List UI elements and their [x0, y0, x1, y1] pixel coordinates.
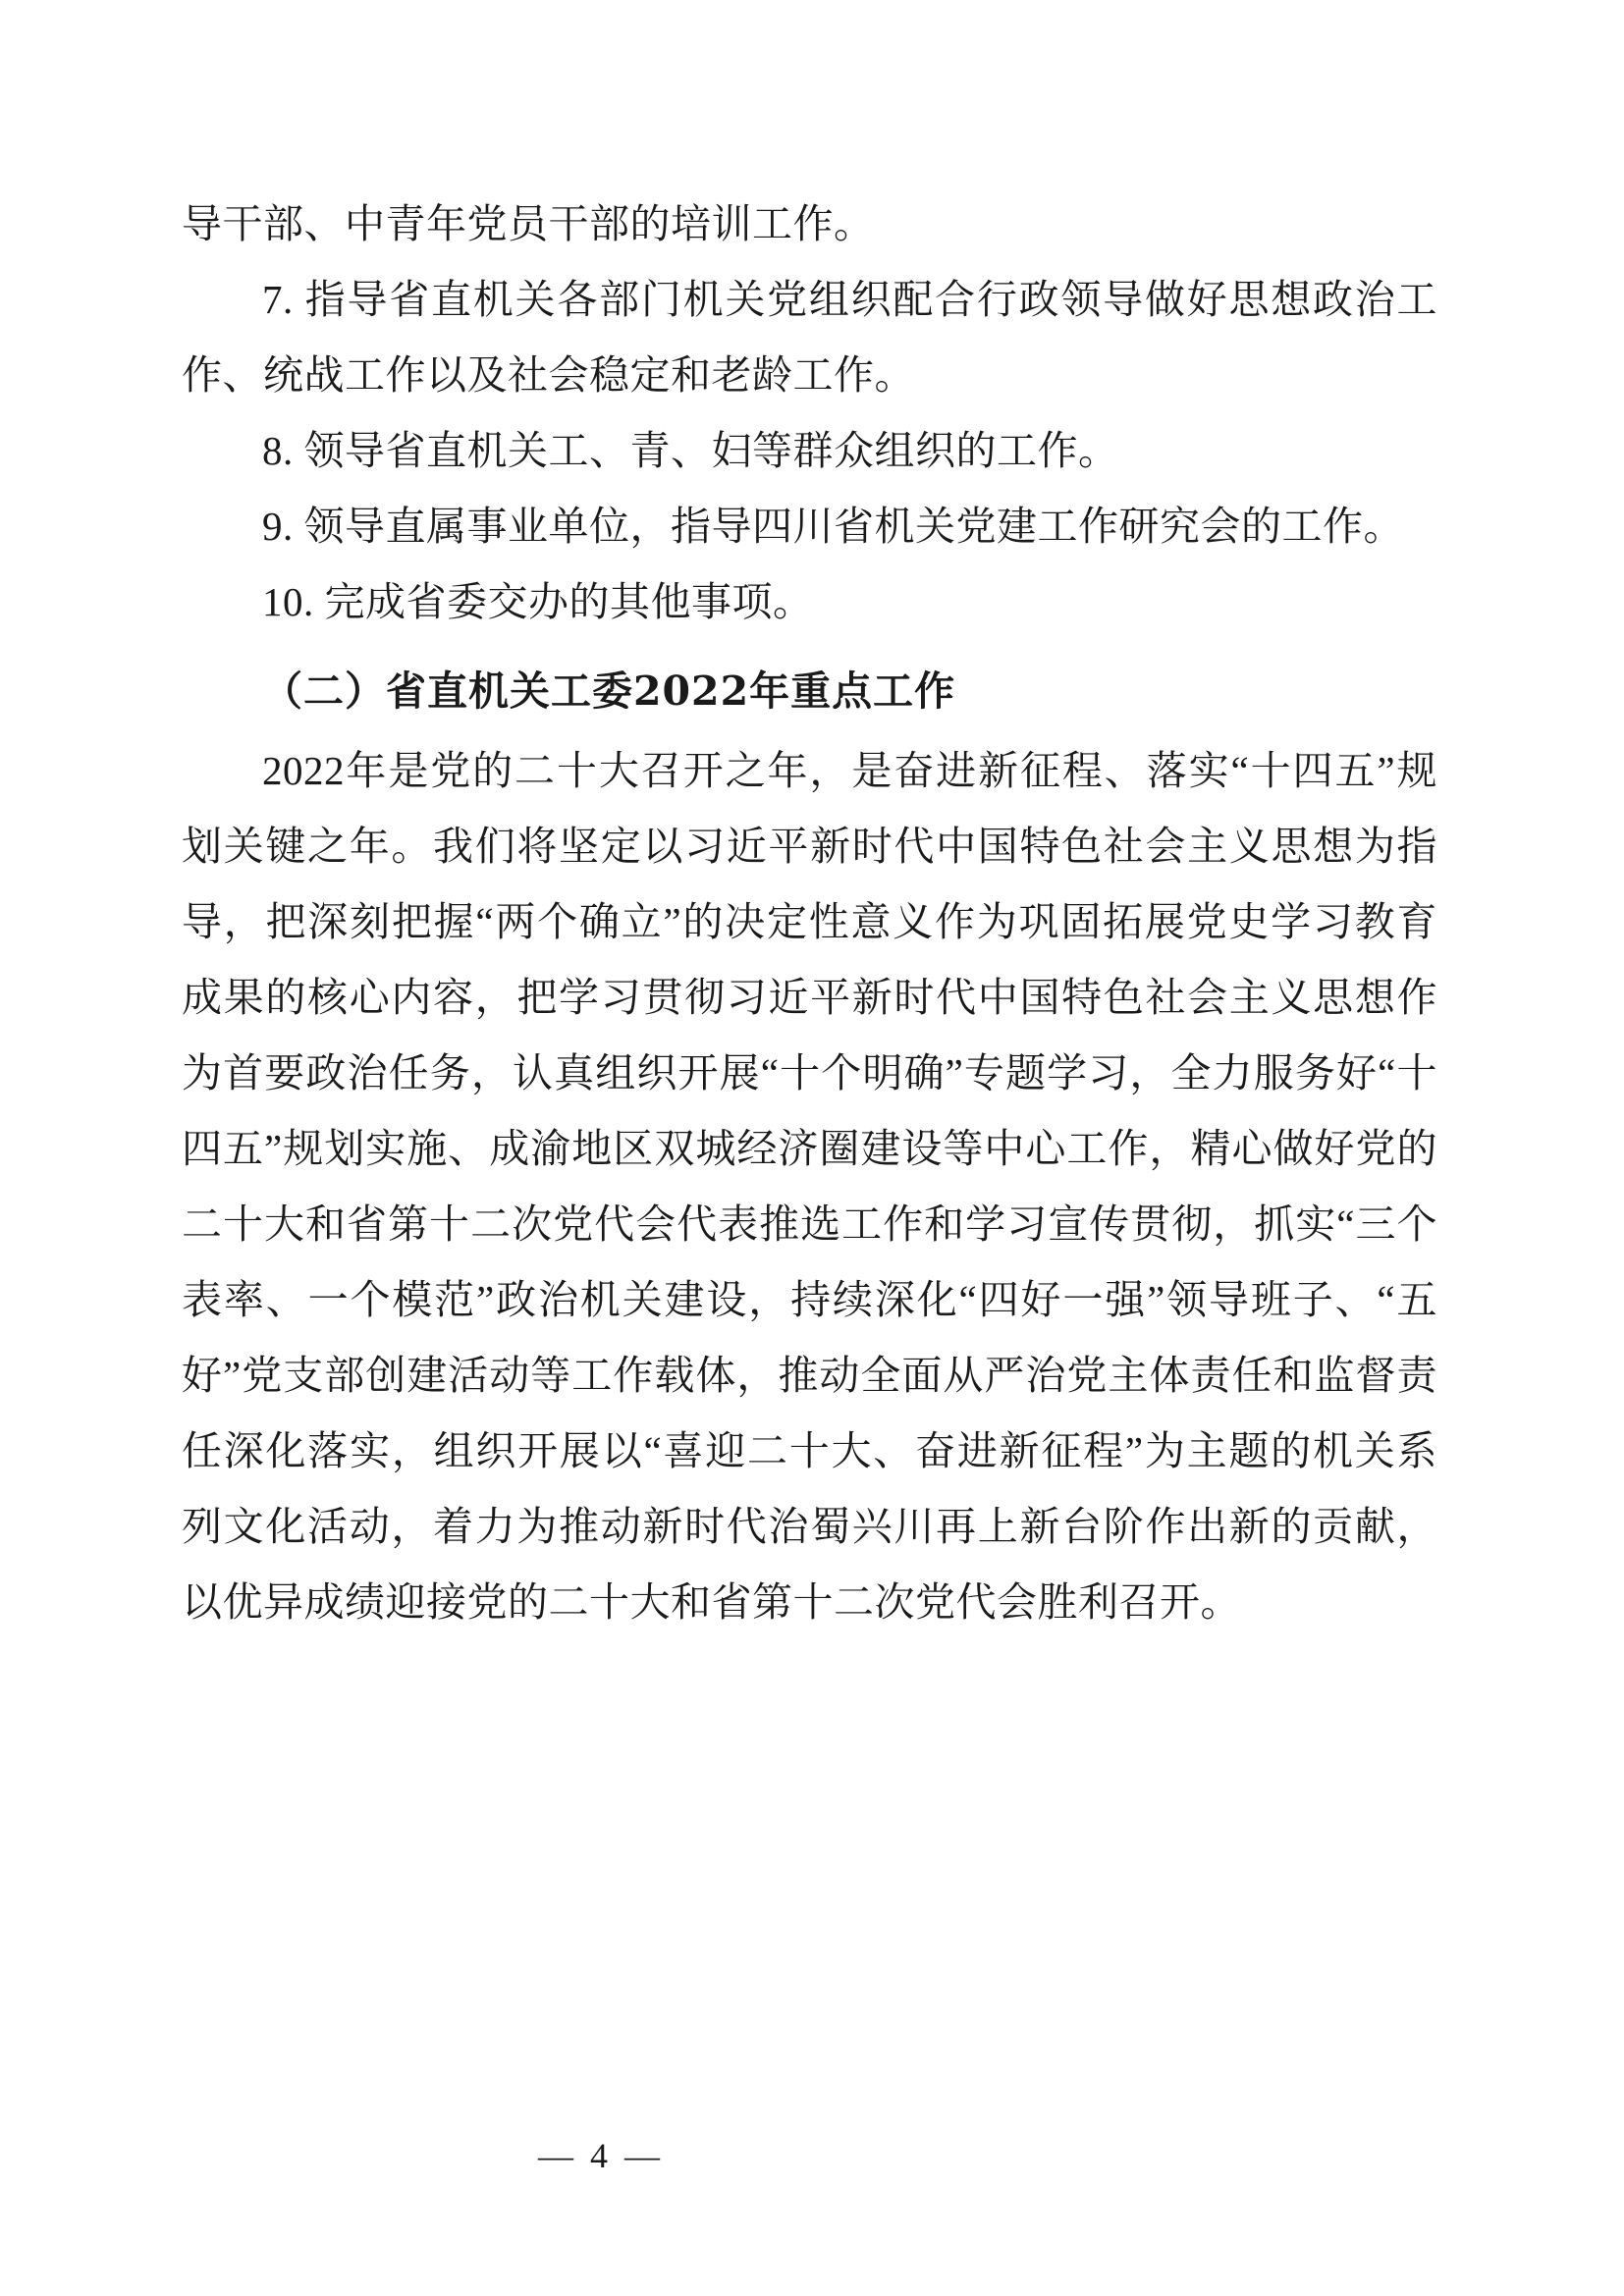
- list-item-10: 10. 完成省委交办的其他事项。: [262, 579, 814, 624]
- section-heading: （二）省直机关工委2022年重点工作: [262, 667, 956, 715]
- list-item-9: 9. 领导直属事业单位，指导四川省机关党建工作研究会的工作。: [262, 504, 1404, 549]
- list-item-7: 7. 指导省直机关各部门机关党组织配合行政领导做好思想政治工作、统战工作以及社会稳定和老龄工作。: [182, 277, 1437, 398]
- page-number-label: — 4 —: [538, 2136, 664, 2175]
- document-body: [182, 187, 1437, 1640]
- paragraph-continued: 导干部、中青年党员干部的培训工作。: [182, 201, 875, 246]
- list-item-8: 8. 领导省直机关工、青、妇等群众组织的工作。: [262, 428, 1119, 473]
- paragraph-2022-key-work: 2022年是党的二十大召开之年，是奋进新征程、落实“十四五”规划关键之年。我们将坚定以习近平新时代中国特色社会主义思想为指导，把深刻把握“两个确立”的决定性意义作为巩固拓展党史学习教育成果的核心内容，把学习贯彻习近平新时代中国特色社会主义思想作为首要政治任务，认真组织开展“十个明确”专题学习，全力服务好“十四五”规划实施、成渝地区双城经济圈建设等中心工作，精心做好党的二十大和省第十二次党代会代表推选工作和学习宣传贯彻，抓实“三个表率、一个模范”政治机关建设，持续深化“四好一强”领导班子、“五好”党支部创建活动等工作载体，推动全面从严治党主体责任和监督责任深化落实，组织开展以“喜迎二十大、奋进新征程”为主题的机关系列文化活动，着力为推动新时代治蜀兴川再上新台阶作出新的贡献，以优异成绩迎接党的二十大和省第十二次党代会胜利召开。: [182, 748, 1437, 1625]
- page-number: [0, 2135, 1624, 2176]
